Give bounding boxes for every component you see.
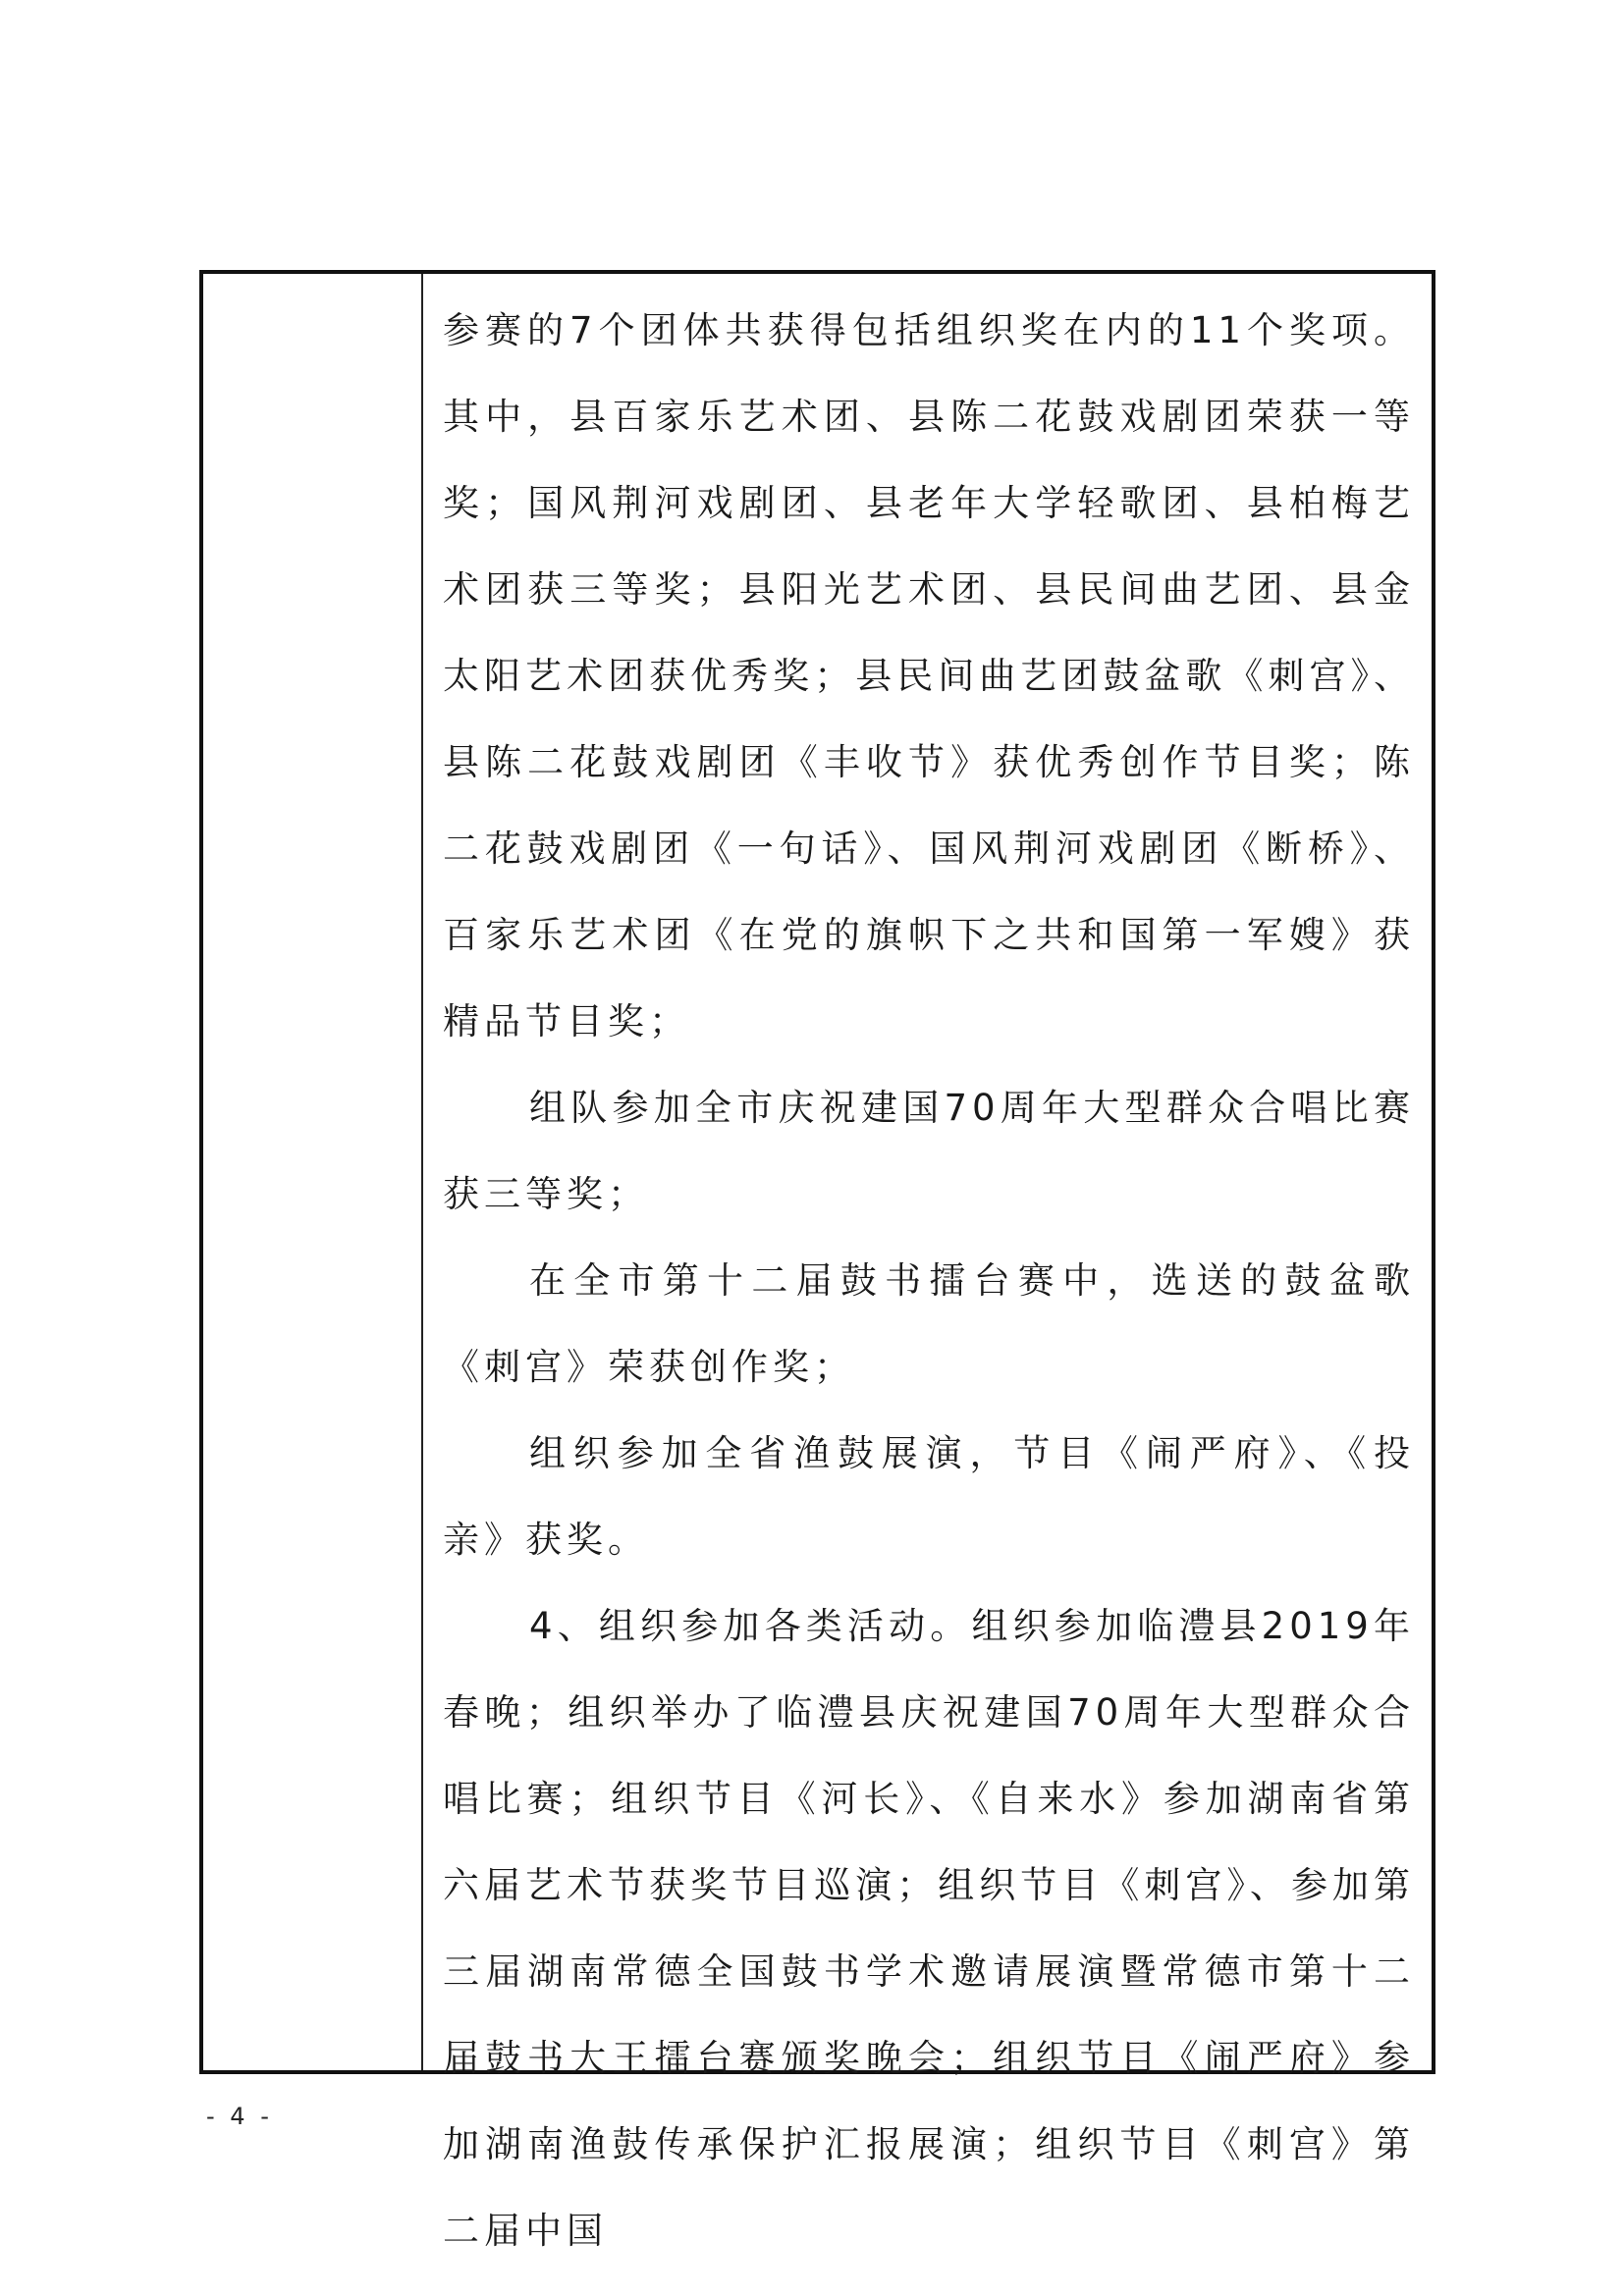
paragraph-drum-book-award: 在全市第十二届鼓书擂台赛中，选送的鼓盆歌《刺宫》荣获创作奖； (443, 1259, 1415, 1388)
paragraph-activities: 4、组织参加各类活动。组织参加临澧县2019年春晚；组织举办了临澧县庆祝建国70周年大型群众合唱比赛；组织节目《河长》、《自来水》参加湖南省第六届艺术节获奖节目巡演；组织节目《刺宫》、参加第三届湖南常德全国鼓书学术邀请展演暨常德市第十二届鼓书大王擂台赛颁奖晚会；组织节目《闹严府》参加湖南渔鼓传承保护汇报展演；组织节目《刺宫》第二届中国 (443, 1605, 1415, 2252)
table-left-column (203, 274, 423, 2070)
table-right-column (423, 274, 1432, 2252)
content-table (199, 270, 1435, 2252)
paragraph-awards-list: 参赛的7个团体共获得包括组织奖在内的11个奖项。其中，县百家乐艺术团、县陈二花鼓戏剧团荣获一等奖；国风荆河戏剧团、县老年大学轻歌团、县柏梅艺术团获三等奖；县阳光艺术团、县民间曲艺团、县金太阳艺术团获优秀奖；县民间曲艺团鼓盆歌《刺宫》、县陈二花鼓戏剧团《丰收节》获优秀创作节目奖；陈二花鼓戏剧团《一句话》、国风荆河戏剧团《断桥》、百家乐艺术团《在党的旗帜下之共和国第一军嫂》获精品节目奖； (443, 309, 1415, 1042)
body-text (443, 288, 1415, 2274)
page-number: - 4 - (206, 2103, 273, 2130)
paragraph-yugu-award: 组织参加全省渔鼓展演，节目《闹严府》、《投亲》获奖。 (443, 1432, 1415, 1561)
paragraph-chorus-award: 组队参加全市庆祝建国70周年大型群众合唱比赛获三等奖； (443, 1087, 1415, 1215)
